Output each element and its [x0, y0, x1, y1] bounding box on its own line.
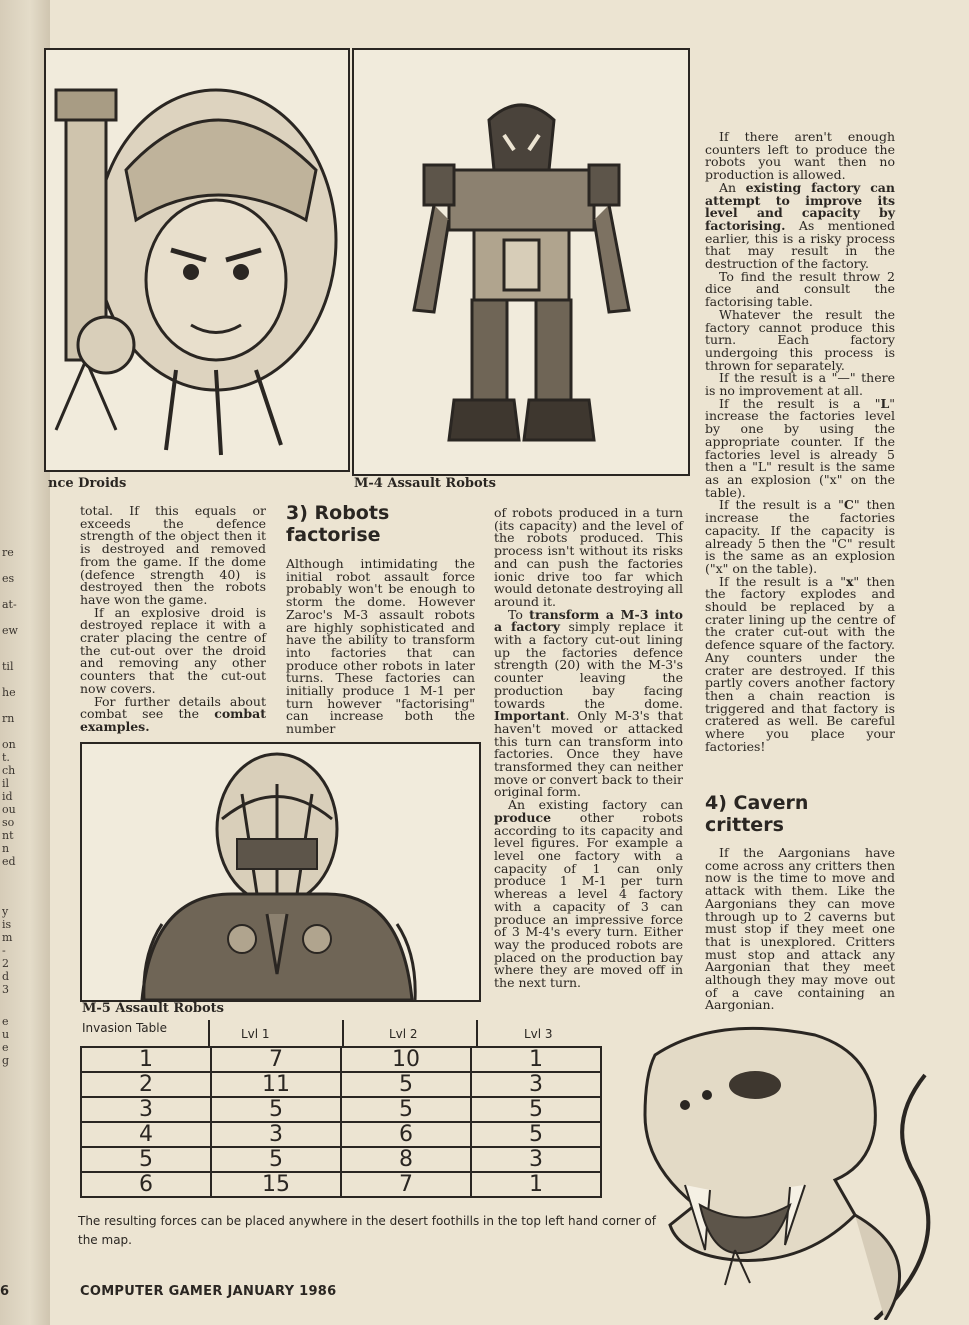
table-cell: 3: [471, 1147, 601, 1172]
table-cell: 5: [211, 1147, 341, 1172]
m4-illustration-frame: [352, 48, 690, 476]
section-3-paragraph-1: Although intimidating the initial robot assault force probably won't be enough to storm the dome. However Zaroc's M-3 assault robots are highly sophisticated and have the ability to transform into factories that can produce other robots in later turns. These factories can initially produce 1 M-1 per turn however "factorising" can increase both the number: [286, 556, 475, 737]
table-row: [81, 1072, 601, 1097]
gutter-fragment: t.: [2, 751, 10, 764]
table-cell: 15: [211, 1172, 341, 1197]
table-header-divider-3: [476, 1020, 478, 1046]
table-row-roll: 4: [81, 1122, 211, 1147]
gutter-fragment: es: [2, 572, 15, 585]
col3-paragraph-3: An existing factory can produce other robots according to its capacity and level figures. For example a level one factory with a capacity of 1 can only produce 1 M-1 per turn whereas a level 4 factory with a capacity of 3 can produce an impressive force of 3 M-4's every turn. Either way the produced robots are placed on the production bay where they are moved off in the next turn.: [494, 797, 683, 991]
table-header-divider-1: [208, 1020, 210, 1046]
invasion-table-header-lvl3: Lvl 3: [524, 1027, 553, 1041]
gutter-fragment: nt: [2, 829, 14, 842]
table-cell: 7: [341, 1172, 471, 1197]
gutter-fragment: til: [2, 660, 14, 673]
gutter-fragment: on: [2, 738, 16, 751]
gutter-fragment: ch: [2, 764, 16, 777]
gutter-fragment: n: [2, 842, 10, 855]
gutter-fragment: d: [2, 970, 10, 983]
column-1: [80, 505, 266, 734]
table-row: [81, 1097, 601, 1122]
col4-paragraph-4: Whatever the result the factory cannot produce this turn. Each factory undergoing this process is thrown for separately.: [705, 306, 895, 373]
table-cell: 1: [471, 1172, 601, 1197]
col1-paragraph-2: If an explosive droid is destroyed replace it with a crater placing the centre of the cut-out over the droid and removing any other counters that the cut-out now covers.: [80, 604, 266, 696]
column-4-lower: [705, 847, 895, 1012]
invasion-table: [80, 1046, 602, 1198]
section-3-heading: 3) Robots factorise: [286, 502, 390, 546]
gutter-fragment: e: [2, 1041, 9, 1054]
gutter-fragment: he: [2, 686, 16, 699]
table-cell: 3: [211, 1122, 341, 1147]
droids-caption: nce Droids: [48, 476, 127, 491]
col4-paragraph-8: If the result is a "x" then the factory explodes and should be replaced by a crater lining up the centre of the crater cut-out with the defence square of the factory. Any counters under the crater are destroyed. If this partly covers another factory then a chain reaction is triggered and that factory is cratered as well. Be careful where you place your factories!: [705, 573, 895, 754]
table-row: [81, 1147, 601, 1172]
gutter-fragment: y: [2, 905, 9, 918]
table-row-roll: 6: [81, 1172, 211, 1197]
table-cell: 8: [341, 1147, 471, 1172]
gutter-fragment: ed: [2, 855, 16, 868]
gutter-fragment: -: [2, 944, 6, 957]
m5-illustration-frame: [80, 742, 481, 1002]
table-row-roll: 2: [81, 1072, 211, 1097]
col4-paragraph-1: If there aren't enough counters left to produce the robots you want then no production is allowed.: [705, 129, 895, 183]
table-cell: 5: [211, 1097, 341, 1122]
invasion-table-header-lvl1: Lvl 1: [241, 1027, 270, 1041]
table-row: [81, 1047, 601, 1072]
gutter-fragment: 2: [2, 957, 9, 970]
table-row: [81, 1172, 601, 1197]
table-footnote: The resulting forces can be placed anywhere in the desert foothills in the top left hand corner of the map.: [78, 1214, 656, 1247]
gutter-fragment: u: [2, 1028, 10, 1041]
gutter-fragment: rn: [2, 712, 15, 725]
gutter-fragment: g: [2, 1054, 10, 1067]
gutter-fragment: il: [2, 777, 10, 790]
col1-paragraph-1: total. If this equals or exceeds the defence strength of the object then it is destroyed and removed from the game. If the dome (defence strength 40) is destroyed then the robots have won the game.: [80, 503, 266, 607]
table-row-roll: 5: [81, 1147, 211, 1172]
m4-robot-illustration: [354, 50, 688, 474]
col1-paragraph-3: For further details about combat see the combat examples.: [80, 693, 266, 734]
table-cell: 11: [211, 1072, 341, 1097]
gutter-fragment: at-: [2, 598, 17, 611]
droid-illustration: [46, 50, 348, 470]
col4-paragraph-6: If the result is a "L" increase the factories level by one by using the appropriate counter. If the factories level is already 5 then a "L" result is the same as an explosion ("x" on the table).: [705, 395, 895, 500]
table-cell: 5: [471, 1097, 601, 1122]
table-cell: 6: [341, 1122, 471, 1147]
table-row: [81, 1122, 601, 1147]
col4-paragraph-2: An existing factory can attempt to improve its level and capacity by factorising. As mentioned earlier, this is a risky process that may result in the destruction of the factory.: [705, 179, 895, 272]
table-cell: 1: [471, 1047, 601, 1072]
m4-caption: M-4 Assault Robots: [354, 476, 496, 491]
gutter-fragment: m: [2, 931, 13, 944]
col4-paragraph-3: To find the result throw 2 dice and consult the factorising table.: [705, 268, 895, 310]
table-cell: 5: [341, 1097, 471, 1122]
droid-illustration-frame: [44, 48, 350, 472]
column-2: [286, 558, 475, 736]
snake-illustration: [625, 1015, 955, 1320]
table-cell: 5: [471, 1122, 601, 1147]
page-number: 6: [0, 1284, 10, 1299]
gutter-fragment: so: [2, 816, 15, 829]
gutter-fragment: ew: [2, 624, 18, 637]
gutter-fragment: re: [2, 546, 14, 559]
invasion-table-header-lvl2: Lvl 2: [389, 1027, 418, 1041]
table-header-divider-2: [342, 1020, 344, 1046]
table-cell: 7: [211, 1047, 341, 1072]
col3-paragraph-1: of robots produced in a turn (its capacity) and the level of the robots produced. This process isn't without its risks and can push the factories ionic drive too far which would detonate destroying all around it.: [494, 505, 683, 609]
col4-paragraph-7: If the result is a "C" then increase the factories capacity. If the capacity is already 5 then the "C" result is the same as an explosion ("x" on the table).: [705, 497, 895, 576]
gutter-fragment: e: [2, 1015, 9, 1028]
table-cell: 3: [471, 1072, 601, 1097]
table-row-roll: 1: [81, 1047, 211, 1072]
table-cell: 5: [341, 1072, 471, 1097]
gutter-fragment: ou: [2, 803, 16, 816]
m5-robot-illustration: [82, 744, 479, 1000]
magazine-footer: COMPUTER GAMER JANUARY 1986: [80, 1284, 337, 1299]
gutter-fragment: id: [2, 790, 13, 803]
column-4: [705, 131, 895, 753]
col4-paragraph-5: If the result is a "—" there is no improvement at all.: [705, 370, 895, 399]
section-4-paragraph-1: If the Aargonians have come across any critters then now is the time to move and attack with them. Like the Aargonians they can move through up to 2 caverns but must stop if they meet one that is unexplored. Critters must stop and attack any Aargonian that they meet although they may move out of a cave containing an Aargonian.: [705, 845, 895, 1013]
invasion-table-title: Invasion Table: [82, 1021, 167, 1035]
col3-paragraph-2: To transform a M-3 into a factory simply replace it with a factory cut-out lining up the factories defence strength (20) with the M-3's counter leaving the production bay facing towards the dome. Important. Only M-3's that haven't moved or attacked this turn can transform into factories. Once they have transformed they can neither move or convert back to their original form.: [494, 606, 683, 800]
table-row-roll: 3: [81, 1097, 211, 1122]
column-3: [494, 507, 683, 990]
gutter-fragment: 3: [2, 983, 9, 996]
m5-caption: M-5 Assault Robots: [82, 1001, 224, 1016]
gutter-fragment: is: [2, 918, 12, 931]
section-4-heading: 4) Cavern critters: [705, 792, 809, 836]
table-cell: 10: [341, 1047, 471, 1072]
